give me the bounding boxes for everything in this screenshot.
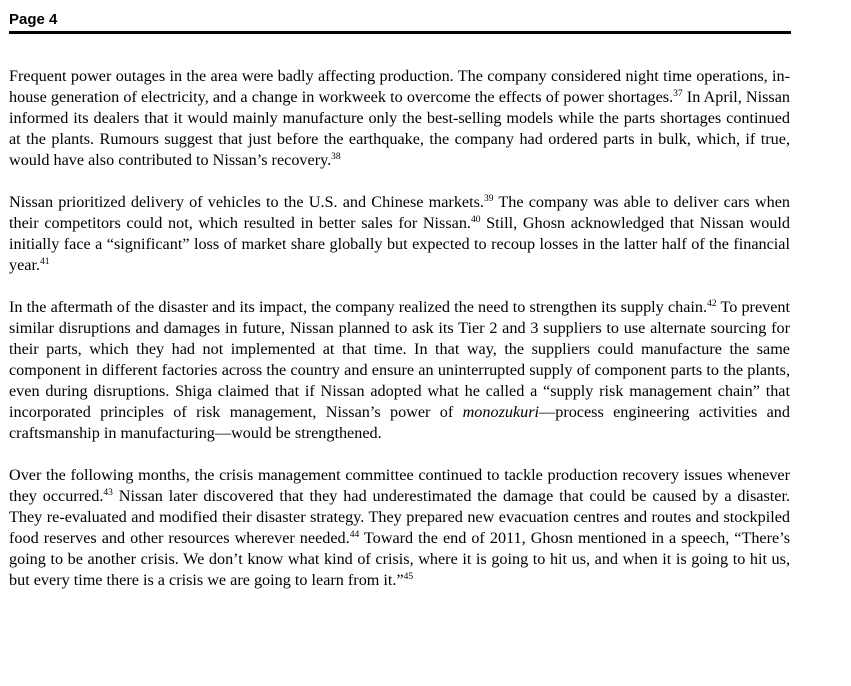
paragraph	[9, 66, 790, 171]
footnote-ref: 38	[331, 152, 341, 162]
page-header: Page 4	[9, 11, 58, 28]
header-divider	[9, 31, 791, 34]
paragraph	[9, 465, 790, 591]
footnote-ref: 40	[470, 215, 481, 225]
footnote-ref: 41	[40, 257, 50, 267]
footnote-ref: 42	[707, 299, 717, 309]
document-body	[9, 66, 790, 612]
text-run: In April, Nissan informed its dealers that it would mainly manufacture only the best-selling models while the parts shortages continued at the plants. Rumours suggest that just before the earthquake, the company had ordered parts in bulk, which, if true, would have also contributed to Nissan’s recovery.	[9, 88, 790, 169]
italic-term: monozukuri	[462, 403, 540, 421]
text-run: Still, Ghosn acknowledged that Nissan would initially face a “significant” loss of market share globally but expected to recoup losses in the latter half of the financial year.	[9, 214, 790, 274]
paragraph	[9, 192, 790, 276]
text-run: The company was able to deliver cars when their competitors could not, which resulted in better sales for Nissan.	[9, 193, 790, 232]
text-run: Frequent power outages in the area were badly affecting production. The company considered night time operations, in-house generation of electricity, and a change in workweek to overcome the effects of power shortages.	[9, 67, 790, 106]
text-run: In the aftermath of the disaster and its impact, the company realized the need to strengthen its supply chain.	[9, 298, 708, 316]
footnote-ref: 37	[673, 89, 683, 99]
paragraph	[9, 297, 790, 444]
text-run: Nissan prioritized delivery of vehicles to the U.S. and Chinese markets.	[9, 193, 484, 211]
footnote-ref: 44	[349, 530, 360, 540]
footnote-ref: 39	[483, 194, 494, 204]
text-run: —process engineering activities and craftsmanship in manufacturing—would be strengthened.	[9, 403, 790, 442]
text-run: To prevent similar disruptions and damages in future, Nissan planned to ask its Tier 2 and 3 suppliers to use alternate sourcing for their parts, which they had not implemented at that time. In that way, the suppliers could manufacture the same component in different factories across the country and ensure an uninterrupted supply of component parts to the plants, even during disruptions. Shiga claimed that if Nissan adopted what he called a “supply risk management chain” that incorporated principles of risk management, Nissan’s power of	[9, 298, 790, 421]
text-run: Toward the end of 2011, Ghosn mentioned in a speech, “There’s going to be another crisis. We don’t know what kind of crisis, where it is going to hit us, and when it is going to hit us, but every time there is a crisis we are going to learn from it.”	[9, 529, 790, 589]
footnote-ref: 43	[103, 488, 113, 498]
text-run: Nissan later discovered that they had underestimated the damage that could be caused by a disaster. They re-evaluated and modified their disaster strategy. They prepared new evacuation centres and routes and stockpiled food reserves and other resources wherever needed.	[9, 487, 790, 547]
text-run: Over the following months, the crisis management committee continued to tackle production recovery issues whenever they occurred.	[9, 466, 790, 505]
footnote-ref: 45	[403, 572, 414, 582]
